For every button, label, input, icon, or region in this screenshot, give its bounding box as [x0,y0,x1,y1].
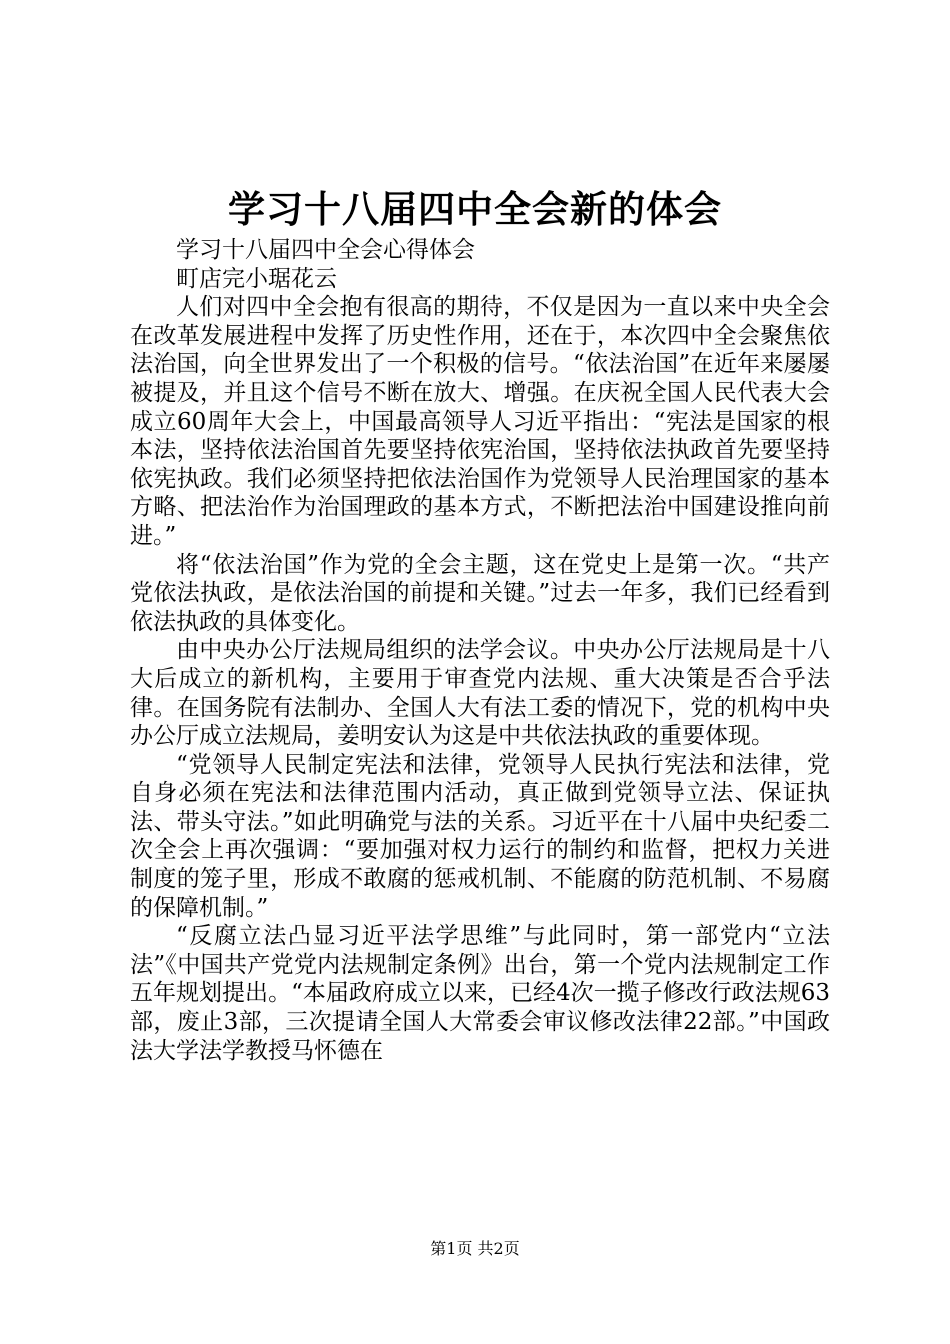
document-body [130,236,830,1065]
body-paragraph: “党领导人民制定宪法和法律，党领导人民执行宪法和法律，党自身必须在宪法和法律范围内活动，真正做到党领导立法、保证执法、带头守法。”如此明确党与法的关系。习近平在十八届中央纪委二次全会上再次强调：“要加强对权力运行的制约和监督，把权力关进制度的笼子里，形成不敢腐的惩戒机制、不能腐的防范机制、不易腐的保障机制。” [130,751,830,921]
body-paragraph: “反腐立法凸显习近平法学思维”与此同时，第一部党内“立法法”《中国共产党党内法规制定条例》出台，第一个党内法规制定工作五年规划提出。“本届政府成立以来，已经4次一揽子修改行政法规63部，废止3部，三次提请全国人大常委会审议修改法律22部。”中国政法大学法学教授马怀德在 [130,923,830,1064]
body-paragraph: 将“依法治国”作为党的全会主题，这在党史上是第一次。“共产党依法执政，是依法治国的前提和关键。”过去一年多，我们已经看到依法执政的具体变化。 [130,551,830,635]
body-paragraph: 人们对四中全会抱有很高的期待，不仅是因为一直以来中央全会在改革发展进程中发挥了历史性作用，还在于，本次四中全会聚焦依法治国，向全世界发出了一个积极的信号。“依法治国”在近年来屡屡被提及，并且这个信号不断在放大、增强。在庆祝全国人民代表大会成立60周年大会上，中国最高领导人习近平指出：“宪法是国家的根本法，坚持依法治国首先要坚持依宪治国，坚持依法执政首先要坚持依宪执政。我们必须坚持把依法治国作为党领导人民治理国家的基本方略、把法治作为治国理政的基本方式，不断把法治中国建设推向前进。” [130,294,830,549]
page-number-footer: 第1页 共2页 [430,1239,520,1258]
subtitle-paragraph: 学习十八届四中全会心得体会 [176,237,475,263]
document-title: 学习十八届四中全会新的体会 [228,187,722,231]
author-paragraph: 町店完小琚花云 [176,265,337,292]
body-paragraph: 由中央办公厅法规局组织的法学会议。中央办公厅法规局是十八大后成立的新机构，主要用于审查党内法规、重大决策是否合乎法律。在国务院有法制办、全国人大有法工委的情况下，党的机构中央办公厅成立法规局，姜明安认为这是中共依法执政的重要体现。 [130,637,830,750]
